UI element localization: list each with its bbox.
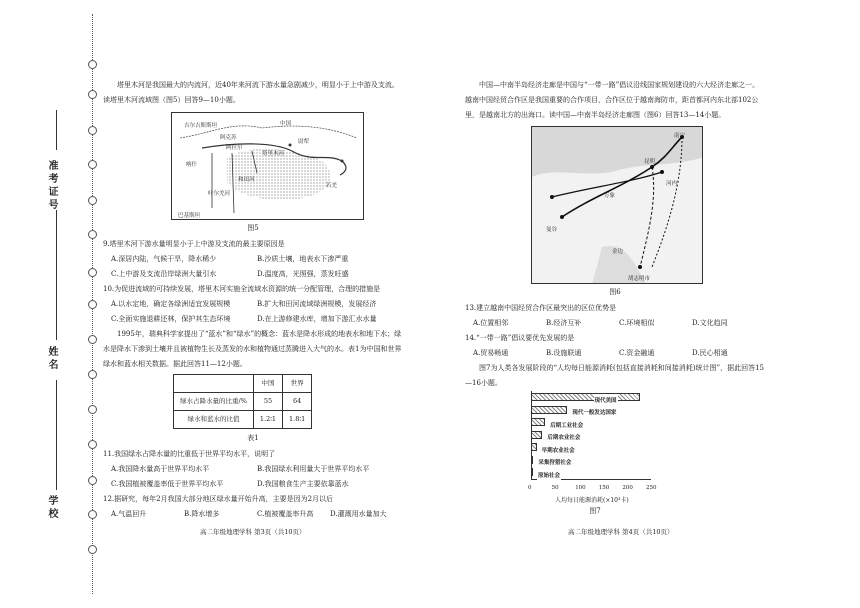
binding-hole — [88, 545, 97, 554]
table-cell: 绿水和蓝水的比值 — [174, 411, 254, 429]
option[interactable]: A.以水定地，确定各绿洲适宜发展规模 — [111, 300, 231, 308]
chart-bar — [531, 431, 542, 439]
corridor-map — [531, 126, 703, 284]
ticket-label: 准考证号 — [46, 160, 57, 212]
table-header-cell: 中国 — [253, 375, 282, 393]
question-9-options — [103, 252, 403, 282]
map-label: 河内 — [666, 181, 678, 187]
table-cell: 1.8∶1 — [283, 411, 312, 429]
chart-x-tick-label: 50 — [551, 485, 559, 491]
map-label: 喀什 — [186, 162, 198, 168]
map-label: 阿拉尔 — [226, 145, 243, 151]
name-line — [56, 300, 57, 340]
question-12-stem: 12.据研究，每年2月我国大部分地区绿水量开始升高，主要是因为2月以后 — [103, 495, 334, 503]
option[interactable]: A.深居内陆，气候干旱，降水稀少 — [111, 255, 217, 263]
question-10-stem: 10.为促进流域的可持续发展，塔里木河实施全流域水资源的统一分配管理，合理的措施是 — [103, 285, 381, 293]
question-12-options — [103, 507, 403, 522]
figure7-caption: 图7 — [589, 507, 601, 515]
chart-bar — [531, 406, 567, 414]
ticket-line — [56, 210, 57, 300]
chart-bar — [531, 418, 545, 426]
energy-bar-chart — [525, 391, 655, 496]
table-cell: 64 — [283, 393, 312, 411]
binding-hole — [88, 405, 97, 414]
chart-x-tick-label: 0 — [528, 485, 532, 491]
chart-category-label: 现代一般发达国家 — [571, 406, 617, 421]
chart-x-tick-label: 200 — [622, 485, 633, 491]
option[interactable]: D.民心相通 — [692, 349, 728, 357]
map-label: 金边 — [612, 249, 624, 255]
chart-bar — [531, 443, 537, 451]
binding-hole — [88, 126, 97, 135]
map-label: 阿克苏 — [220, 135, 237, 141]
figure6-caption: 图6 — [609, 288, 621, 296]
left-column — [103, 78, 403, 522]
option[interactable]: C.我国植被覆盖率低于世界平均水平 — [111, 480, 224, 488]
option[interactable]: C.环境相似 — [619, 319, 655, 327]
binding-hole — [88, 196, 97, 205]
right-column — [465, 78, 765, 517]
option[interactable]: A.气温回升 — [111, 510, 147, 518]
binding-hole — [88, 440, 97, 449]
school-label: 学校 — [46, 495, 57, 521]
question-13-stem: 13.建立越南中国经贸合作区最突出的区位优势是 — [465, 304, 617, 312]
intro-paragraph: 塔里木河是我国最大的内流河，近40年来河流下游水量急剧减少，明显小于上中游及支流。读塔里木河流域图（图5）回答9—10小题。 — [103, 81, 399, 104]
binding-hole — [88, 300, 97, 309]
option[interactable]: C.全面实施退耕还林，保护其生态环境 — [111, 315, 231, 323]
binding-hole — [88, 476, 97, 485]
question-10-options — [103, 297, 403, 327]
option[interactable]: B.经济互补 — [546, 319, 582, 327]
option[interactable]: A.我国降水量高于世界平均水平 — [111, 465, 210, 473]
map-label: 万象 — [604, 193, 616, 199]
chart-xlabel: 人均每日能源消耗(×10³卡) — [555, 497, 629, 504]
option[interactable]: D.我国粮食生产主要依靠蓝水 — [257, 480, 349, 488]
table-cell: 绿水占降水量的比重/% — [174, 393, 254, 411]
energy-passage: 图7为人类各发展阶段的“人均每日能源消耗(包括直接消耗和间接消耗)统计图”，据此回答15—16小题。 — [465, 364, 764, 387]
map-label: 若羌 — [326, 183, 338, 189]
option[interactable]: B.降水增多 — [184, 510, 220, 518]
question-11-options — [103, 462, 403, 492]
option[interactable]: B.我国绿水利用量大于世界平均水平 — [257, 465, 370, 473]
option[interactable]: A.位置相邻 — [473, 319, 509, 327]
option[interactable]: D.在上游修建水库，增加下游汇水水量 — [257, 315, 377, 323]
chart-category-label: 后期农业社会 — [546, 431, 581, 446]
binding-hole — [88, 230, 97, 239]
binding-hole — [88, 60, 97, 69]
map-label: 中国 — [280, 121, 292, 127]
chart-bar — [531, 393, 640, 401]
option[interactable]: B.扩大和田河流域绿洲规模，发展经济 — [257, 300, 377, 308]
tarim-river-map — [171, 112, 364, 220]
map-label: 昆明 — [644, 159, 656, 165]
school-line — [56, 380, 57, 490]
binding-hole — [88, 510, 97, 519]
binding-hole — [88, 335, 97, 344]
map-label: 巴基斯坦 — [178, 213, 201, 219]
table-cell: 55 — [253, 393, 282, 411]
binding-hole — [88, 160, 97, 169]
question-14-stem: 14.“一带一路”倡议要优先发展的是 — [465, 334, 575, 342]
option[interactable]: D.温度高，光照强，蒸发旺盛 — [257, 270, 349, 278]
green-blue-water-passage: 1995年，瑞典科学家提出了“蓝水”和“绿水”的概念：蓝水是降水形成的地表水和地下水；绿水是降水下渗到土壤并且被植物生长及蒸发的水和植物通过蒸腾进入大气的水。表1为中国和世界绿水和蓝水相关数据。据此回答11—12小题。 — [103, 330, 402, 368]
table-1 — [173, 374, 312, 429]
page-footer-left: 高二年级地理学科 第3页（共10页） — [200, 528, 306, 536]
option[interactable]: D.灌溉用水量加大 — [330, 510, 387, 518]
option[interactable]: C.资金融通 — [619, 349, 655, 357]
page-footer-right: 高二年级地理学科 第4页（共10页） — [568, 528, 674, 536]
binding-margin — [0, 0, 105, 608]
question-9-stem: 9.塔里木河下游水量明显小于上中游及支流的最主要原因是 — [103, 240, 285, 248]
corridor-intro-paragraph: 中国—中南半岛经济走廊是中国与“一带一路”倡议沿线国家规划建设的六大经济走廊之一。越南中国经贸合作区是我国重要的合作项目，合作区位于越南海防市，距首都河内东北部102公里，是越南北方的出海口。读中国—中南半岛经济走廊图（图6）回答13—14小题。 — [465, 81, 760, 119]
table-cell: 1.2∶1 — [253, 411, 282, 429]
question-14-options — [465, 346, 765, 361]
binding-hole — [88, 268, 97, 277]
option[interactable]: D.文化趋同 — [692, 319, 728, 327]
binding-hole — [88, 370, 97, 379]
map-label: 吉尔吉斯斯坦 — [184, 123, 218, 129]
name-label: 姓名 — [46, 346, 57, 372]
figure5-caption: 图5 — [247, 224, 259, 232]
chart-category-label: 采集狩猎社会 — [537, 456, 572, 471]
option[interactable]: C.上中游及支流沿岸绿洲大量引水 — [111, 270, 217, 278]
table-header-cell — [174, 375, 254, 393]
map-label: 叶尔羌河 — [208, 191, 231, 197]
option[interactable]: A.贸易畅通 — [473, 349, 509, 357]
chart-category-label: 现代美国 — [594, 394, 618, 409]
map-label: 曼谷 — [546, 227, 558, 233]
binding-hole — [88, 90, 97, 99]
map-label: 和田河 — [238, 177, 255, 183]
option[interactable]: C.植被覆盖率升高 — [257, 510, 314, 518]
map-label: 南宁 — [674, 133, 686, 139]
question-13-options — [465, 316, 765, 331]
chart-category-label: 原始社会 — [537, 469, 561, 484]
table-header-cell: 世界 — [283, 375, 312, 393]
chart-category-label: 早期农业社会 — [541, 444, 576, 459]
map-label: 塔里木河 — [262, 151, 285, 157]
chart-x-tick-label: 150 — [598, 485, 610, 491]
chart-category-label: 后期工业社会 — [549, 419, 584, 434]
question-11-stem: 11.我国绿水占降水量的比重低于世界平均水平，说明了 — [103, 450, 276, 458]
map-label: 尉犁 — [298, 139, 310, 145]
option[interactable]: B.沙质土壤，地表水下渗严重 — [257, 255, 349, 263]
map-label: 胡志明市 — [628, 276, 651, 282]
corridor-map-graphic — [532, 127, 703, 284]
chart-x-tick-label: 250 — [646, 485, 657, 491]
chart-bar — [531, 468, 533, 476]
chart-bar — [531, 456, 533, 464]
table1-caption: 表1 — [247, 434, 259, 442]
ticket-line — [56, 110, 57, 150]
chart-x-tick-label: 100 — [575, 485, 586, 491]
option[interactable]: B.设施联通 — [546, 349, 582, 357]
